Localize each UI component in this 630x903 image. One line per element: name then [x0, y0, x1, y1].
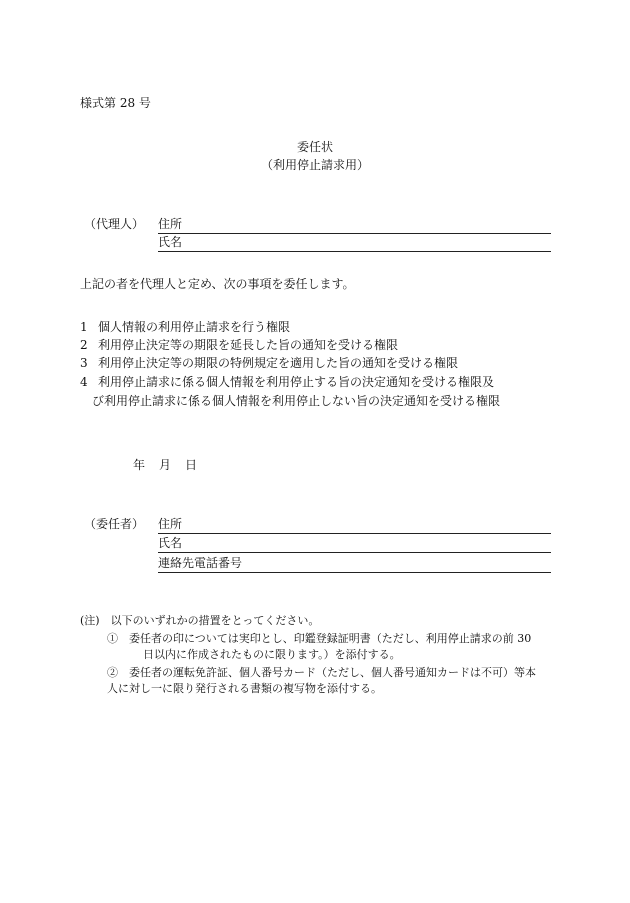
item-number: 4	[80, 375, 88, 389]
date-month: 月	[159, 458, 172, 472]
item-text-continued: び利用停止請求に係る個人情報を利用停止しない旨の決定通知を受ける権限	[92, 394, 501, 408]
item-number: 1	[80, 320, 88, 334]
item-text: 利用停止決定等の期限を延長した旨の通知を受ける権限	[98, 338, 399, 352]
notes-heading: (注) 以下のいずれかの措置をとってください。	[80, 614, 320, 627]
agent-name-label: 氏名	[158, 234, 183, 249]
principal-phone-label: 連絡先電話番号	[158, 555, 243, 570]
date-day: 日	[185, 458, 198, 472]
agent-label: （代理人）	[84, 217, 145, 231]
note-1-line-2: 日以内に作成されたものに限ります。）を添付する。	[143, 648, 401, 661]
document-title: 委任状	[296, 140, 333, 154]
form-number: 様式第 28 号	[80, 96, 151, 110]
principal-address-label: 住所	[158, 516, 183, 531]
principal-name-field[interactable]	[158, 535, 551, 553]
item-text: 利用停止請求に係る個人情報を利用停止する旨の決定通知を受ける権限及	[98, 375, 495, 389]
intro-text: 上記の者を代理人と定め、次の事項を委任します。	[80, 277, 355, 291]
note-2-line-1: ② 委任者の運転免許証、個人番号カード（ただし、個人番号通知カードは不可）等本	[107, 666, 536, 679]
list-item	[80, 337, 398, 354]
principal-label: （委任者）	[84, 517, 145, 531]
document-subtitle: （利用停止請求用）	[260, 158, 369, 172]
principal-phone-field[interactable]	[158, 555, 551, 573]
agent-address-field[interactable]	[158, 216, 551, 234]
item-text: 利用停止決定等の期限の特例規定を適用した旨の通知を受ける権限	[98, 356, 459, 370]
principal-name-label: 氏名	[158, 535, 183, 550]
item-number: 3	[80, 356, 88, 370]
list-item	[80, 355, 458, 372]
principal-address-field[interactable]	[158, 516, 551, 534]
date-line	[133, 457, 211, 474]
item-number: 2	[80, 338, 88, 352]
item-text: 個人情報の利用停止請求を行う権限	[98, 320, 291, 334]
note-1-line-1: ① 委任者の印については実印とし、印鑑登録証明書（ただし、利用停止請求の前 30	[107, 632, 532, 645]
list-item	[80, 374, 494, 391]
agent-address-label: 住所	[158, 216, 183, 231]
note-2-line-2: 人に対し一に限り発行される書類の複写物を添付する。	[107, 682, 382, 695]
list-item	[80, 319, 290, 336]
agent-name-field[interactable]	[158, 234, 551, 252]
date-year: 年	[133, 458, 146, 472]
